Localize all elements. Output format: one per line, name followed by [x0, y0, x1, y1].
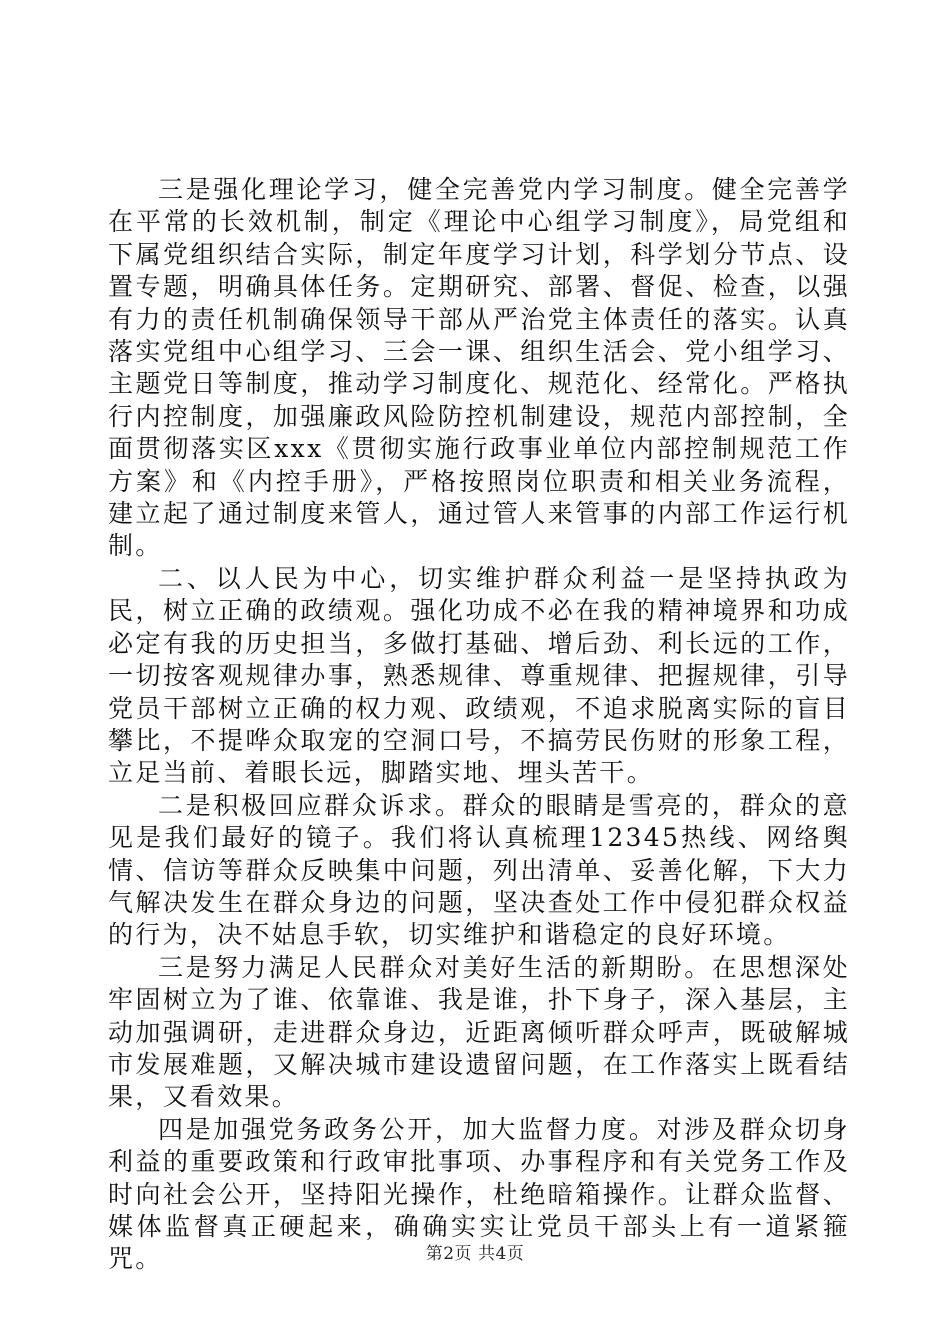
paragraph-people-centered: 二、以人民为中心，切实维护群众利益一是坚持执政为民，树立正确的政绩观。强化功成不必在我的精神境界和功成必定有我的历史担当，多做打基础、增后劲、利长远的工作，一切按客观规律办事，熟悉规律、尊重规律、把握规律，引导党员干部树立正确的权力观、政绩观，不追求脱离实际的盲目攀比，不提哗众取宠的空洞口号，不搞劳民伤财的形象工程，立足当前、着眼长远，脚踏实地、埋头苦干。: [108, 563, 850, 788]
page-footer: 第2页 共4页: [425, 1244, 525, 1264]
paragraph-theory-study: 三是强化理论学习，健全完善党内学习制度。健全完善学在平常的长效机制，制定《理论中心组学习制度》，局党组和下属党组织结合实际，制定年度学习计划，科学划分节点、设置专题，明确具体任务。定期研究、部署、督促、检查，以强有力的责任机制确保领导干部从严治党主体责任的落实。认真落实党组中心组学习、三会一课、组织生活会、党小组学习、主题党日等制度，推动学习制度化、规范化、经常化。严格执行内控制度，加强廉政风险防控机制建设，规范内部控制，全面贯彻落实区xxx《贯彻实施行政事业单位内部控制规范工作方案》和《内控手册》，严格按照岗位职责和相关业务流程，建立起了通过制度来管人，通过管人来管事的内部工作运行机制。: [108, 175, 850, 561]
document-body: [108, 174, 850, 1276]
paragraph-public-demands: 二是积极回应群众诉求。群众的眼睛是雪亮的，群众的意见是我们最好的镜子。我们将认真梳理12345热线、网络舆情、信访等群众反映集中问题，列出清单、妥善化解，下大力气解决发生在群众身边的问题，坚决查处工作中侵犯群众权益的行为，决不姑息手软，切实维护和谐稳定的良好环境。: [108, 790, 850, 950]
paragraph-better-life: 三是努力满足人民群众对美好生活的新期盼。在思想深处牢固树立为了谁、依靠谁、我是谁，扑下身子，深入基层，主动加强调研，走进群众身边，近距离倾听群众呼声，既破解城市发展难题，又解决城市建设遗留问题，在工作落实上既看结果，又看效果。: [108, 952, 850, 1112]
paragraph-openness-supervision: 四是加强党务政务公开，加大监督力度。对涉及群众切身利益的重要政策和行政审批事项、办事程序和有关党务工作及时向社会公开，坚持阳光操作，杜绝暗箱操作。让群众监督、媒体监督真正硬起来，确确实实让党员干部头上有一道紧箍咒。: [108, 1114, 850, 1274]
